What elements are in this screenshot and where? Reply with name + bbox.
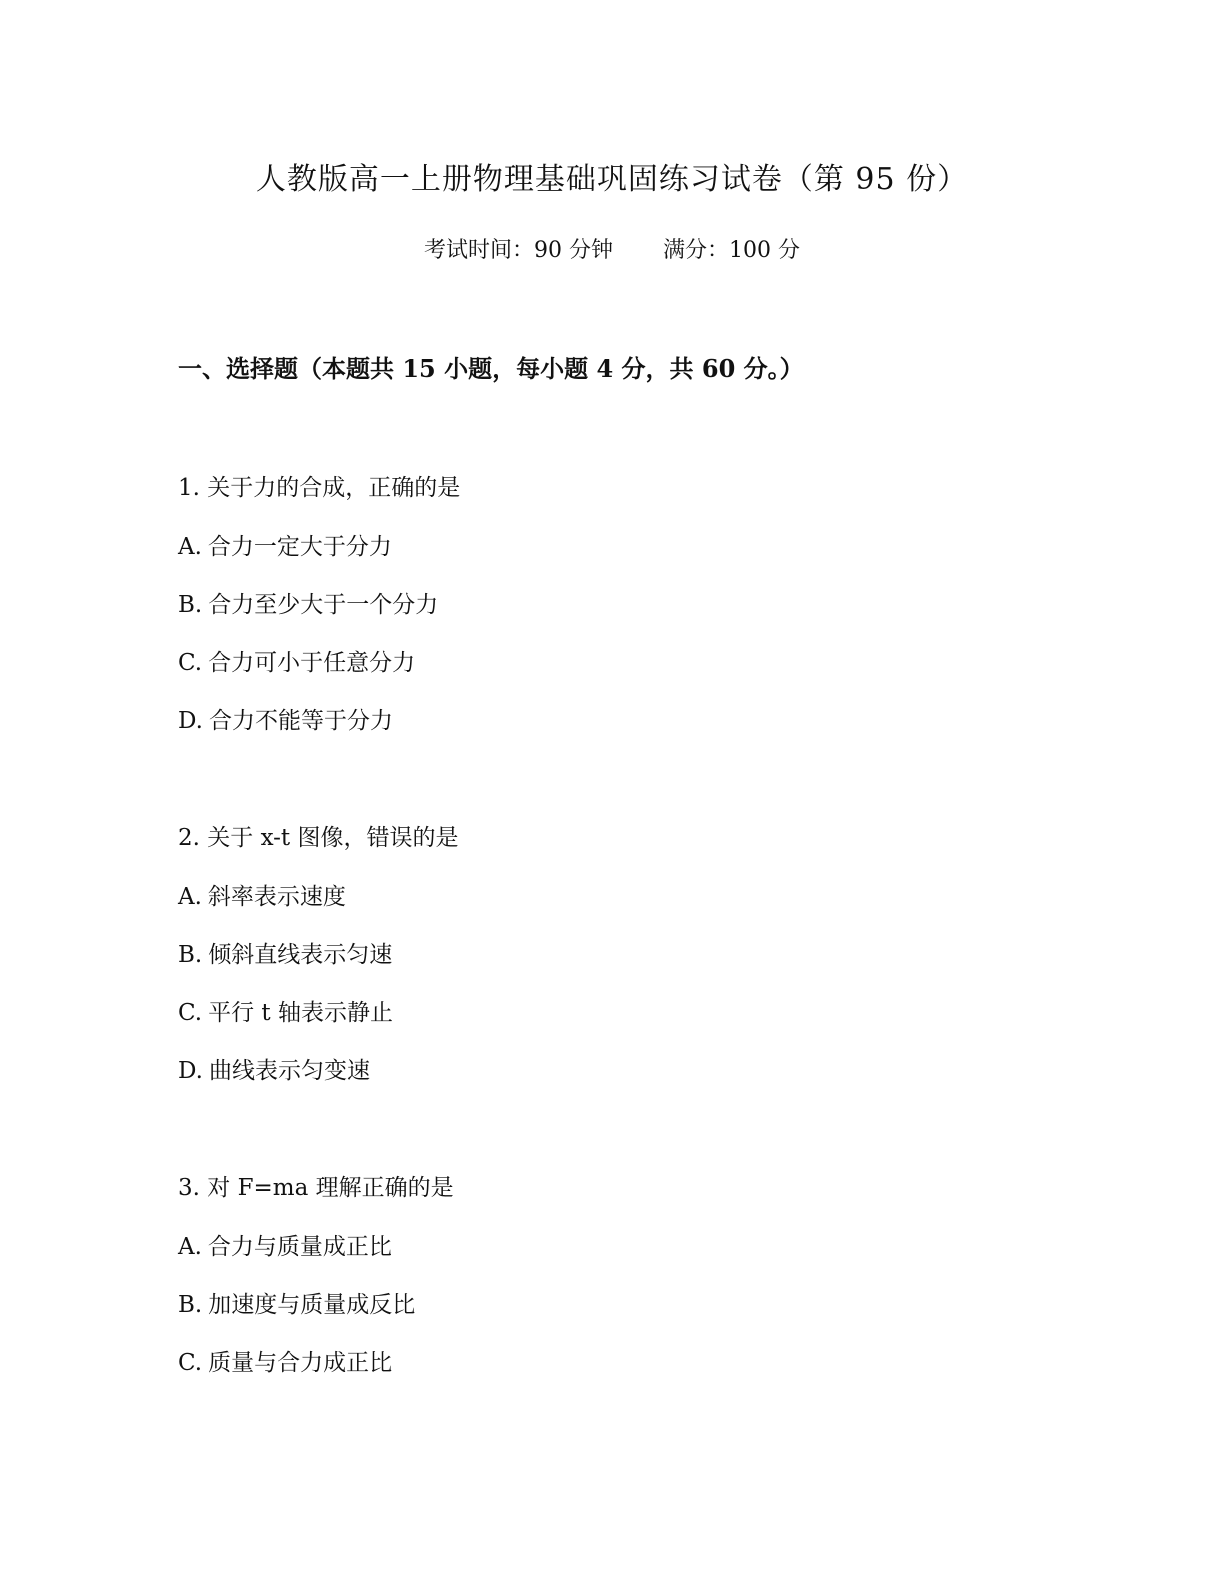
option — [178, 647, 415, 679]
option-text: 合力可小于任意分力 — [208, 650, 416, 676]
option — [178, 589, 438, 621]
option-label: C. — [178, 650, 203, 676]
option-label: B. — [178, 1292, 203, 1318]
option-text: 倾斜直线表示匀速 — [208, 942, 393, 968]
option-label: C. — [178, 1350, 203, 1376]
option-text: 合力至少大于一个分力 — [208, 592, 439, 618]
page-title: 人教版高一上册物理基础巩固练习试卷（第 95 份） — [255, 162, 969, 197]
option-label: D. — [178, 708, 203, 734]
full-score: 满分：100 分 — [663, 238, 800, 263]
option-text: 合力一定大于分力 — [207, 534, 392, 560]
option — [178, 531, 392, 563]
option-text: 加速度与质量成反比 — [208, 1292, 416, 1318]
option — [178, 1347, 392, 1379]
option — [178, 1289, 415, 1321]
option-text: 质量与合力成正比 — [208, 1350, 393, 1376]
option — [178, 939, 392, 971]
option-text: 曲线表示匀变速 — [208, 1058, 370, 1084]
option-label: D. — [178, 1058, 203, 1084]
option-label: A. — [178, 884, 202, 910]
option-text: 合力不能等于分力 — [208, 708, 393, 734]
option-text: 斜率表示速度 — [207, 884, 346, 910]
option — [178, 1055, 370, 1087]
option — [178, 881, 346, 913]
option-label: B. — [178, 942, 203, 968]
question-stem: 2. 关于 x-t 图像，错误的是 — [178, 825, 459, 851]
question-stem: 3. 对 F=ma 理解正确的是 — [178, 1175, 454, 1201]
option — [178, 705, 393, 737]
question-stem: 1. 关于力的合成，正确的是 — [178, 475, 461, 501]
option — [178, 997, 393, 1029]
option-text: 合力与质量成正比 — [207, 1234, 392, 1260]
exam-meta — [0, 236, 1224, 266]
option-label: C. — [178, 1000, 203, 1026]
option-text: 平行 t 轴表示静止 — [208, 1000, 393, 1026]
option — [178, 1231, 392, 1263]
option-label: B. — [178, 592, 203, 618]
option-label: A. — [178, 1234, 202, 1260]
section-heading: 一、选择题（本题共 15 小题，每小题 4 分，共 60 分。） — [178, 354, 804, 383]
option-label: A. — [178, 534, 202, 560]
exam-time: 考试时间：90 分钟 — [424, 238, 613, 263]
